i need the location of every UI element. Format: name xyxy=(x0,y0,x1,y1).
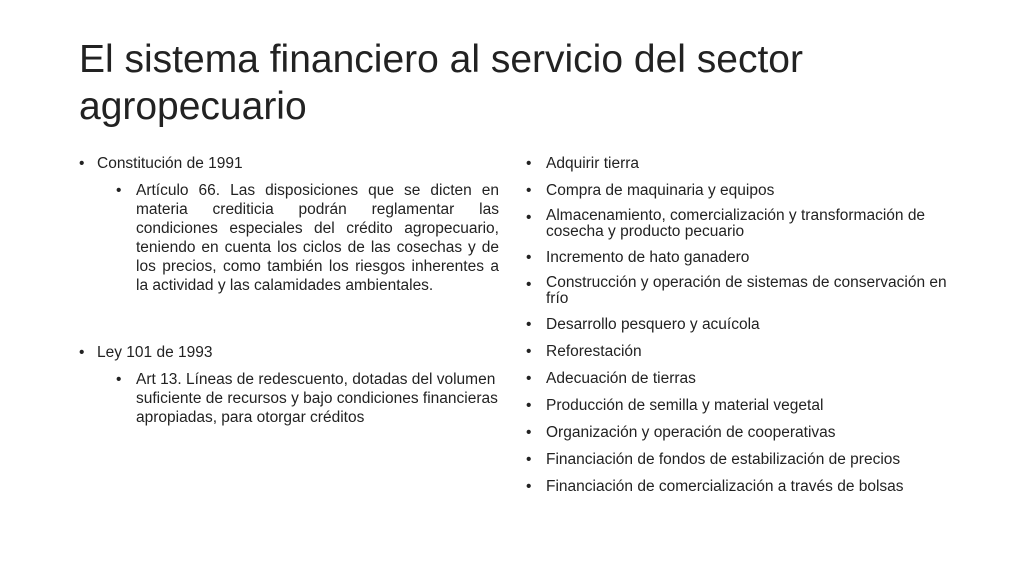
list-item-text: Reforestación xyxy=(546,343,642,360)
bullet-icon: • xyxy=(526,182,532,199)
left-bullet-list xyxy=(79,154,499,427)
bullet-icon: • xyxy=(79,344,85,361)
list-item-label: Ley 101 de 1993 xyxy=(97,344,213,361)
list-item xyxy=(526,423,956,442)
bullet-icon: • xyxy=(526,370,532,387)
list-item xyxy=(526,342,956,361)
bullet-icon: • xyxy=(526,451,532,468)
sub-item-art-13 xyxy=(79,370,499,427)
list-item-text: Compra de maquinaria y equipos xyxy=(546,182,775,199)
sub-item-article-66 xyxy=(79,181,499,295)
bullet-icon: • xyxy=(526,478,532,495)
list-item-text: Almacenamiento, comercialización y transformación de cosecha y producto pecuario xyxy=(546,207,926,240)
list-item-text: Organización y operación de cooperativas xyxy=(546,424,836,441)
bullet-icon: • xyxy=(526,343,532,360)
bullet-icon: • xyxy=(526,424,532,441)
list-item-text: Financiación de fondos de estabilización de precios xyxy=(546,451,901,468)
sub-item-text: Artículo 66. Las disposiciones que se dicten en materia crediticia podrán reglamentar las condiciones especiales del crédito agropecuario, teniendo en cuenta los ciclos de las cosechas y de los precios, como también los riesgos inherentes a la actividad y las calamidades ambientales. xyxy=(136,182,499,294)
list-item xyxy=(526,477,956,496)
list-item-constitution xyxy=(79,154,499,173)
bullet-icon: • xyxy=(116,371,122,388)
spacer xyxy=(79,295,499,343)
bullet-icon: • xyxy=(116,182,122,199)
bullet-icon: • xyxy=(526,316,532,333)
list-item-text: Desarrollo pesquero y acuícola xyxy=(546,316,760,333)
list-item-text: Financiación de comercialización a través de bolsas xyxy=(546,478,904,495)
list-item xyxy=(526,369,956,388)
list-item-law-101 xyxy=(79,343,499,362)
bullet-icon: • xyxy=(526,155,532,172)
list-item xyxy=(526,181,956,200)
slide-title: El sistema financiero al servicio del sector agropecuario xyxy=(79,38,803,128)
list-item xyxy=(526,275,956,307)
list-item xyxy=(526,450,956,469)
bullet-icon: • xyxy=(526,249,532,266)
bullet-icon: • xyxy=(79,155,85,172)
list-item-label: Constitución de 1991 xyxy=(97,155,243,172)
list-item-text: Adecuación de tierras xyxy=(546,370,696,387)
right-column xyxy=(526,154,956,504)
left-column xyxy=(79,154,499,427)
bullet-icon: • xyxy=(526,276,532,293)
sub-item-text: Art 13. Líneas de redescuento, dotadas del volumen suficiente de recursos y bajo condiciones financieras apropiadas, para otorgar créditos xyxy=(136,371,498,426)
list-item xyxy=(526,315,956,334)
list-item xyxy=(526,248,956,267)
list-item-text: Producción de semilla y material vegetal xyxy=(546,397,824,414)
list-item-text: Construcción y operación de sistemas de conservación en frío xyxy=(546,274,947,307)
right-bullet-list xyxy=(526,154,956,496)
list-item-text: Incremento de hato ganadero xyxy=(546,249,750,266)
bullet-icon: • xyxy=(526,397,532,414)
list-item xyxy=(526,396,956,415)
list-item-text: Adquirir tierra xyxy=(546,155,640,172)
list-item xyxy=(526,154,956,173)
bullet-icon: • xyxy=(526,209,532,226)
list-item xyxy=(526,208,956,240)
